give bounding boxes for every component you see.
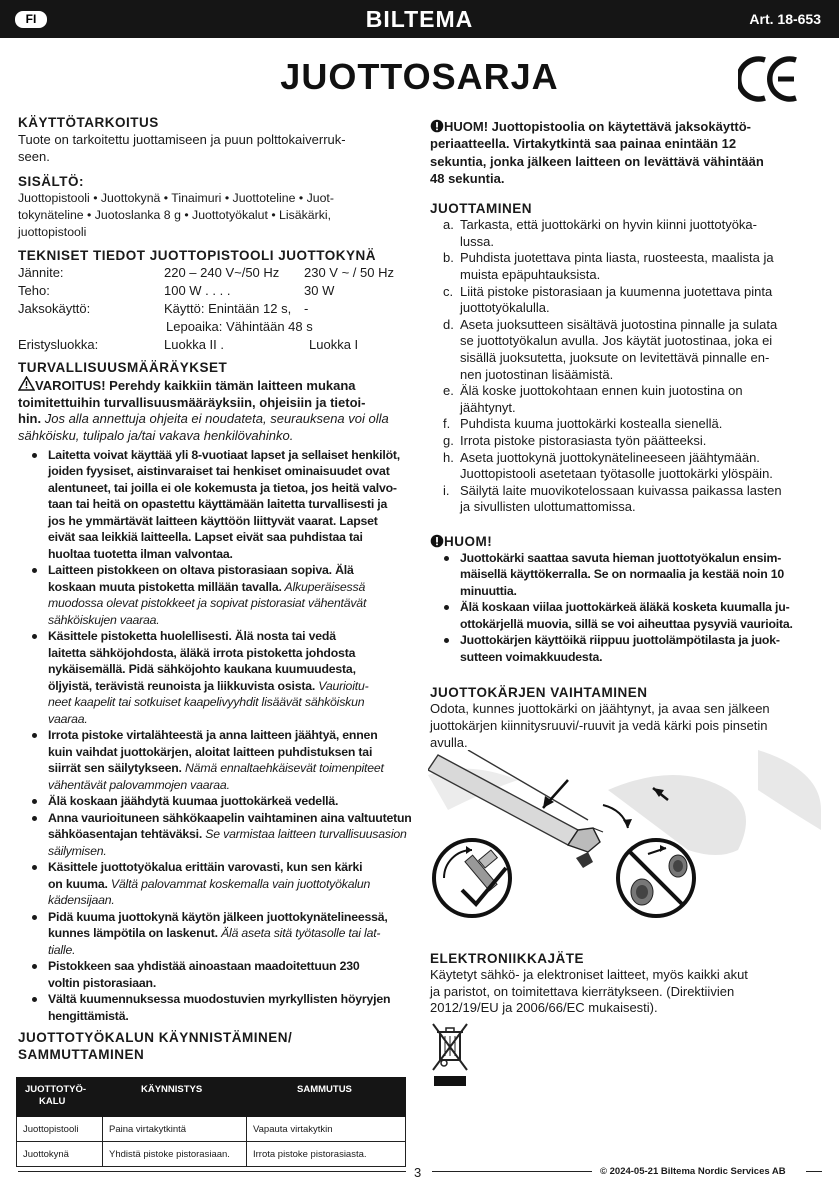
bullet-line — [48, 925, 413, 942]
bullet-line: ottokärjellä muovia, sillä se voi aiheuttaa pysyviä vaurioita. — [460, 616, 793, 631]
safety-bullet-item — [18, 909, 413, 959]
brand-logo: BILTEMA — [365, 6, 474, 32]
startstop-table — [16, 1077, 406, 1167]
bullet-line: sutteen voimakkuudesta. — [460, 649, 603, 664]
bullet-line: minuuttia. — [460, 583, 517, 598]
contents-text: Juottopistooli • Juottokynä • Tinaimuri • Juottoteline • Juot- tokynäteline • Juotoslanka 8 g • Juottotyökalut • Lisäkärki, juottopistooli — [18, 191, 334, 240]
bullet-bold-text: Pidä kuuma juottokynä käytön jälkeen juottokynätelineessä, — [48, 909, 388, 924]
step-letter: b. — [443, 250, 454, 266]
soldering-step-item — [430, 250, 822, 283]
step-line: Aseta juottokynä juottokynätelineeseen jäähtymään. — [460, 449, 760, 465]
bullet-bold-text: kunnes lämpötila on laskenut. — [48, 926, 218, 941]
bullet-italic-text: sähköiskujen vaaraa. — [48, 612, 160, 627]
bullet-line — [48, 711, 413, 728]
bullet-bold-text: eivät saa leikkiä laitteella. Lapset eivät saa puhdistaa tai — [48, 530, 363, 545]
safety-bullet-item — [18, 991, 413, 1024]
bullet-italic-text: vähentävät palovammojen vaaraa. — [48, 777, 230, 792]
step-line: ja sivullisten ulottumattomissa. — [460, 499, 636, 515]
bullet-bold-text: hengittämistä. — [48, 1008, 129, 1023]
soldering-step-item — [430, 433, 822, 450]
step-letter: a. — [443, 217, 454, 233]
step-line: se juottotyökalun avulla. Jos käytät juotostinaa, joka ei — [460, 333, 773, 349]
bullet-line — [48, 628, 413, 645]
step-line: Irrota pistoke pistorasiasta työn päätteeksi. — [460, 432, 707, 448]
safety-bullet-list — [18, 447, 413, 1025]
table-cell: Irrota pistoke pistorasiasta. — [247, 1142, 406, 1167]
tipchange-text: Odota, kunnes juottokärki on jäähtynyt, ja avaa sen jälkeen juottokärjen kiinnitysruuvi/-ruuvit ja vedä kärki pois pinsetin avulla. — [430, 701, 770, 750]
bullet-line — [48, 447, 413, 464]
bullet-line — [48, 579, 413, 596]
bullet-line — [48, 991, 413, 1008]
soldering-step-item — [430, 416, 822, 433]
bullet-line — [48, 546, 413, 563]
step-line: Juottopistooli asetetaan työtasolle juottokärki ylöspäin. — [460, 466, 773, 482]
note-bullet-item — [430, 599, 822, 632]
footer-rule — [18, 1171, 406, 1172]
bullet-bold-text: huoltaa tuotetta ilman valvontaa. — [48, 546, 233, 561]
step-letter: d. — [443, 316, 454, 332]
spec-row: Teho: 100 W . . . . 30 W — [18, 283, 335, 299]
tipchange-heading: JUOTTOKÄRJEN VAIHTAMINEN — [430, 685, 648, 701]
copyright: © 2024-05-21 Biltema Nordic Services AB — [600, 1166, 786, 1177]
bullet-line — [48, 562, 413, 579]
ce-mark-icon — [738, 54, 800, 104]
step-line: juottotyökalulla. — [460, 300, 550, 316]
note-bullet-item — [430, 632, 822, 665]
bullet-line — [48, 496, 413, 513]
step-line: lussa. — [460, 233, 494, 249]
table-cell: Yhdistä pistoke pistorasiaan. — [103, 1142, 247, 1167]
bullet-bold-text: jos he ymmärtävät laitteen käyttöön liittyvät vaarat. Lapset — [48, 513, 378, 528]
bullet-bold-text: Käsittele pistoketta huolellisesti. Älä nosta tai vedä — [48, 629, 336, 644]
header-bar — [0, 0, 839, 38]
note-bullet-item — [430, 550, 822, 600]
bullet-line — [48, 975, 413, 992]
duty-cycle-note: HUOM! Juottopistoolia on käytettävä jaksokäyttö- periaatteella. Virtakytkintä saa painaa enintään 12 sekuntia, jonka jälkeen laitteen on levättävä vähintään 48 sekuntia. — [430, 119, 764, 186]
bullet-italic-text: tialle. — [48, 942, 76, 957]
safety-bullet-item — [18, 628, 413, 727]
startstop-heading: JUOTTOTYÖKALUN KÄYNNISTÄMINEN/ SAMMUTTAMINEN — [18, 1030, 293, 1063]
bullet-line — [48, 909, 413, 926]
step-line: muista epäpuhtauksista. — [460, 266, 601, 282]
tip-change-illustration — [428, 750, 821, 930]
bullet-italic-text: kädensijaan. — [48, 893, 115, 908]
safety-bullet-item — [18, 859, 413, 909]
bullet-bold-text: Laitetta voivat käyttää yli 8-vuotiaat lapset ja sellaiset henkilöt, — [48, 447, 401, 462]
bullet-line — [48, 513, 413, 530]
step-line: nen juotostinan lisäämistä. — [460, 366, 614, 382]
table-header-cell: JUOTTOTYÖ- KALU — [17, 1078, 103, 1117]
table-header-row — [17, 1078, 406, 1117]
specs-table — [18, 264, 413, 354]
step-line: Puhdista juotettava pinta liasta, ruosteesta, maalista ja — [460, 250, 774, 266]
soldering-step-item — [430, 450, 822, 483]
contents-heading: SISÄLTÖ: — [18, 174, 84, 190]
safety-bullet-item — [18, 562, 413, 628]
safety-bullet-item — [18, 793, 413, 810]
bullet-line — [48, 727, 413, 744]
step-letter: h. — [443, 449, 454, 465]
note2-bullet-list — [430, 550, 822, 666]
table-header-cell: KÄYNNISTYS — [103, 1078, 247, 1117]
table-header-cell: SAMMUTUS — [247, 1078, 406, 1117]
bullet-line — [48, 612, 413, 629]
article-number: Art. 18-653 — [749, 11, 821, 27]
bullet-bold-text: Laitteen pistokkeen on oltava pistorasiaan sopiva. Älä — [48, 563, 354, 578]
bullet-line — [48, 942, 413, 959]
bullet-line: Juottokärki saattaa savuta hieman juottotyökalun ensim- — [460, 550, 782, 565]
bullet-italic-text: Vaurioitu- — [315, 678, 369, 693]
page-number: 3 — [414, 1165, 422, 1180]
bullet-line — [48, 529, 413, 546]
bullet-line — [48, 843, 413, 860]
electronics-section — [430, 950, 822, 1017]
soldering-step-item — [430, 284, 822, 317]
bullet-line: Älä koskaan viilaa juottokärkeä äläkä kosketa kuumalla ju- — [460, 600, 790, 615]
soldering-step-item — [430, 383, 822, 416]
bullet-bold-text: kuin vaihdat juottokärjen, aloitat laitteen puhdistuksen tai — [48, 744, 373, 759]
footer-rule — [432, 1171, 592, 1172]
bullet-line — [48, 760, 413, 777]
bullet-line — [48, 463, 413, 480]
spec-row: Jännite: 220 – 240 V~/50 Hz 230 V ~ / 50 Hz — [18, 265, 394, 281]
bullet-line — [48, 876, 413, 893]
bullet-italic-text: Alkuperäisessä — [281, 579, 366, 594]
bullet-line — [48, 694, 413, 711]
step-line: Puhdista kuuma juottokärki kostealla sienellä. — [460, 416, 723, 432]
bullet-italic-text: Se varmistaa laitteen turvallisuusasion — [202, 827, 407, 842]
bullet-bold-text: voltin pistorasiaan. — [48, 975, 157, 990]
spec-row: Eristysluokka: Luokka II . Luokka I — [18, 337, 359, 353]
bullet-bold-text: Anna vaurioituneen sähkökaapelin vaihtaminen aina valtuutetun — [48, 810, 412, 825]
bullet-line — [48, 595, 413, 612]
soldering-step-item — [430, 317, 822, 383]
step-line: Liitä pistoke pistorasiaan ja kuumenna juotettava pinta — [460, 283, 773, 299]
bullet-bold-text: joiden fyysiset, aistinvaraiset tai henkiset ominaisuudet ovat — [48, 464, 390, 479]
bullet-line — [48, 859, 413, 876]
safety-bullet-item — [18, 727, 413, 793]
bullet-italic-text: Vältä palovammat koskemalla vain juottotyökalun — [107, 876, 371, 891]
bullet-italic-text: vaaraa. — [48, 711, 88, 726]
step-line: Älä koske juottokohtaan ennen kuin juotostina on — [460, 383, 743, 399]
safety-bullet-item — [18, 447, 413, 563]
step-line: Säilytä laite muovikotelossaan kuivassa paikassa lasten — [460, 482, 782, 498]
purpose-text: Tuote on tarkoitettu juottamiseen ja puun polttokaiverruk- seen. — [18, 132, 346, 164]
safety-heading: TURVALLISUUSMÄÄRÄYKSET — [18, 360, 228, 376]
step-letter: e. — [443, 383, 454, 399]
table-cell: Juottokynä — [17, 1142, 103, 1167]
purpose-heading: KÄYTTÖTARKOITUS — [18, 115, 159, 130]
bullet-bold-text: koskaan muuta pistoketta millään tavalla. — [48, 579, 282, 594]
bullet-line — [48, 678, 413, 695]
bullet-line — [48, 480, 413, 497]
table-row — [17, 1117, 406, 1142]
warning-triangle-icon — [18, 376, 35, 391]
step-letter: g. — [443, 432, 454, 448]
soldering-heading: JUOTTAMINEN — [430, 201, 532, 217]
bullet-line — [48, 826, 413, 843]
soldering-steps-list — [430, 217, 822, 516]
bullet-italic-text: Nämä ennaltaehkäisevät toimenpiteet — [181, 761, 384, 776]
table-cell: Juottopistooli — [17, 1117, 103, 1142]
bullet-bold-text: alentuneet, tai joilla ei ole kokemusta ja tietoa, jos heitä valvo- — [48, 480, 397, 495]
bullet-bold-text: sähköasentajan tehtäväksi. — [48, 827, 203, 842]
bullet-line — [48, 1008, 413, 1025]
bullet-italic-text: neet kaapelit tai sotkuiset kaapelivyyhdit lisäävät sähköiskun — [48, 695, 365, 710]
spec-row: Lepoaika: Vähintään 48 s — [166, 319, 313, 335]
weee-crossed-bin-icon — [430, 1022, 470, 1088]
step-line: Aseta juoksutteen sisältävä juotostina pinnalle ja sulata — [460, 316, 778, 332]
safety-bullet-item — [18, 810, 413, 860]
bullet-bold-text: on kuuma. — [48, 876, 108, 891]
info-icon — [430, 534, 444, 548]
step-letter: i. — [443, 482, 450, 498]
specs-heading: TEKNISET TIEDOT JUOTTOPISTOOLI JUOTTOKYNÄ — [18, 248, 377, 264]
step-letter: c. — [443, 283, 454, 299]
table-row — [17, 1142, 406, 1167]
info-icon — [430, 119, 444, 133]
page-title: JUOTTOSARJA — [280, 56, 559, 97]
step-line: jäähtynyt. — [460, 399, 516, 415]
electronics-heading: ELEKTRONIIKKAJÄTE — [430, 951, 585, 966]
bullet-line — [48, 892, 413, 909]
footer-rule — [806, 1171, 822, 1172]
bullet-italic-text: muodossa olevat pistokkeet ja sopivat pistorasiat vähentävät — [48, 596, 367, 611]
bullet-bold-text: nykäisemällä. Pidä sähköjohto kaukana kuumuudesta, — [48, 662, 356, 677]
bullet-line — [48, 661, 413, 678]
bullet-bold-text: laitetta sähköjohdosta, äläkä irrota pistoketta johdosta — [48, 645, 356, 660]
bullet-line — [48, 744, 413, 761]
bullet-line — [48, 645, 413, 662]
bullet-bold-text: Vältä kuumennuksessa muodostuvien myrkyllisten höyryjen — [48, 992, 391, 1007]
bullet-line: Juottokärjen käyttöikä riippuu juottolämpötilasta ja juok- — [460, 633, 780, 648]
soldering-step-item — [430, 483, 822, 516]
bullet-line: mäisellä käyttökerralla. Se on normaalia ja kestää noin 10 — [460, 567, 784, 582]
electronics-text: Käytetyt sähkö- ja elektroniset laitteet, myös kaikki akut ja paristot, on toimitettava kierrätykseen. (Direktiivien 2012/19/EU ja 2006/66/EC mukaisesti). — [430, 967, 748, 1016]
safety-warning: VAROITUS! Perehdy kaikkiin tämän laitteen mukana toimitettuihin turvallisuusmääräyksiin, ohjeisiin ja tietoi- hin. Jos alla annettuja ohjeita ei noudateta, seurauksena voi olla sähköisku, tulipalo ja/tai vakava henkilövahinko. — [18, 378, 389, 443]
bullet-bold-text: öljyistä, terävistä reunoista ja liikkuvista osista. — [48, 678, 316, 693]
bullet-bold-text: siirrät sen säilytykseen. — [48, 761, 182, 776]
bullet-line — [48, 793, 413, 810]
bullet-line — [48, 810, 413, 827]
right-column — [430, 118, 822, 751]
bullet-italic-text: Älä aseta sitä työtasolle tai lat- — [217, 926, 381, 941]
left-column — [18, 114, 413, 1063]
table-cell: Vapauta virtakytkin — [247, 1117, 406, 1142]
bullet-bold-text: Irrota pistoke virtalähteestä ja anna laitteen jäähtyä, ennen — [48, 728, 378, 743]
bullet-bold-text: Pistokkeen saa yhdistää ainoastaan maadoitettuun 230 — [48, 959, 360, 974]
spec-row: Jaksokäyttö: Käyttö: Enintään 12 s, - — [18, 301, 309, 317]
note2-heading: HUOM! — [430, 533, 822, 550]
soldering-step-item — [430, 217, 822, 250]
bullet-italic-text: säilymisen. — [48, 843, 107, 858]
step-letter: f. — [443, 416, 451, 432]
table-cell: Paina virtakytkintä — [103, 1117, 247, 1142]
bullet-bold-text: Älä koskaan jäähdytä kuumaa juottokärkeä vedellä. — [48, 794, 339, 809]
bullet-line — [48, 777, 413, 794]
bullet-bold-text: Käsittele juottotyökalua erittäin varovasti, kun sen kärki — [48, 860, 363, 875]
bullet-line — [48, 958, 413, 975]
step-line: Tarkasta, että juottokärki on hyvin kiinni juottotyöka- — [460, 217, 757, 233]
language-badge: FI — [15, 11, 47, 28]
bullet-bold-text: taan tai heitä on opastettu käyttämään laitetta turvallisesti ja — [48, 497, 388, 512]
safety-bullet-item — [18, 958, 413, 991]
step-line: sisällä juoksutetta, juoksute on levitettävä pinnalle en- — [460, 349, 770, 365]
